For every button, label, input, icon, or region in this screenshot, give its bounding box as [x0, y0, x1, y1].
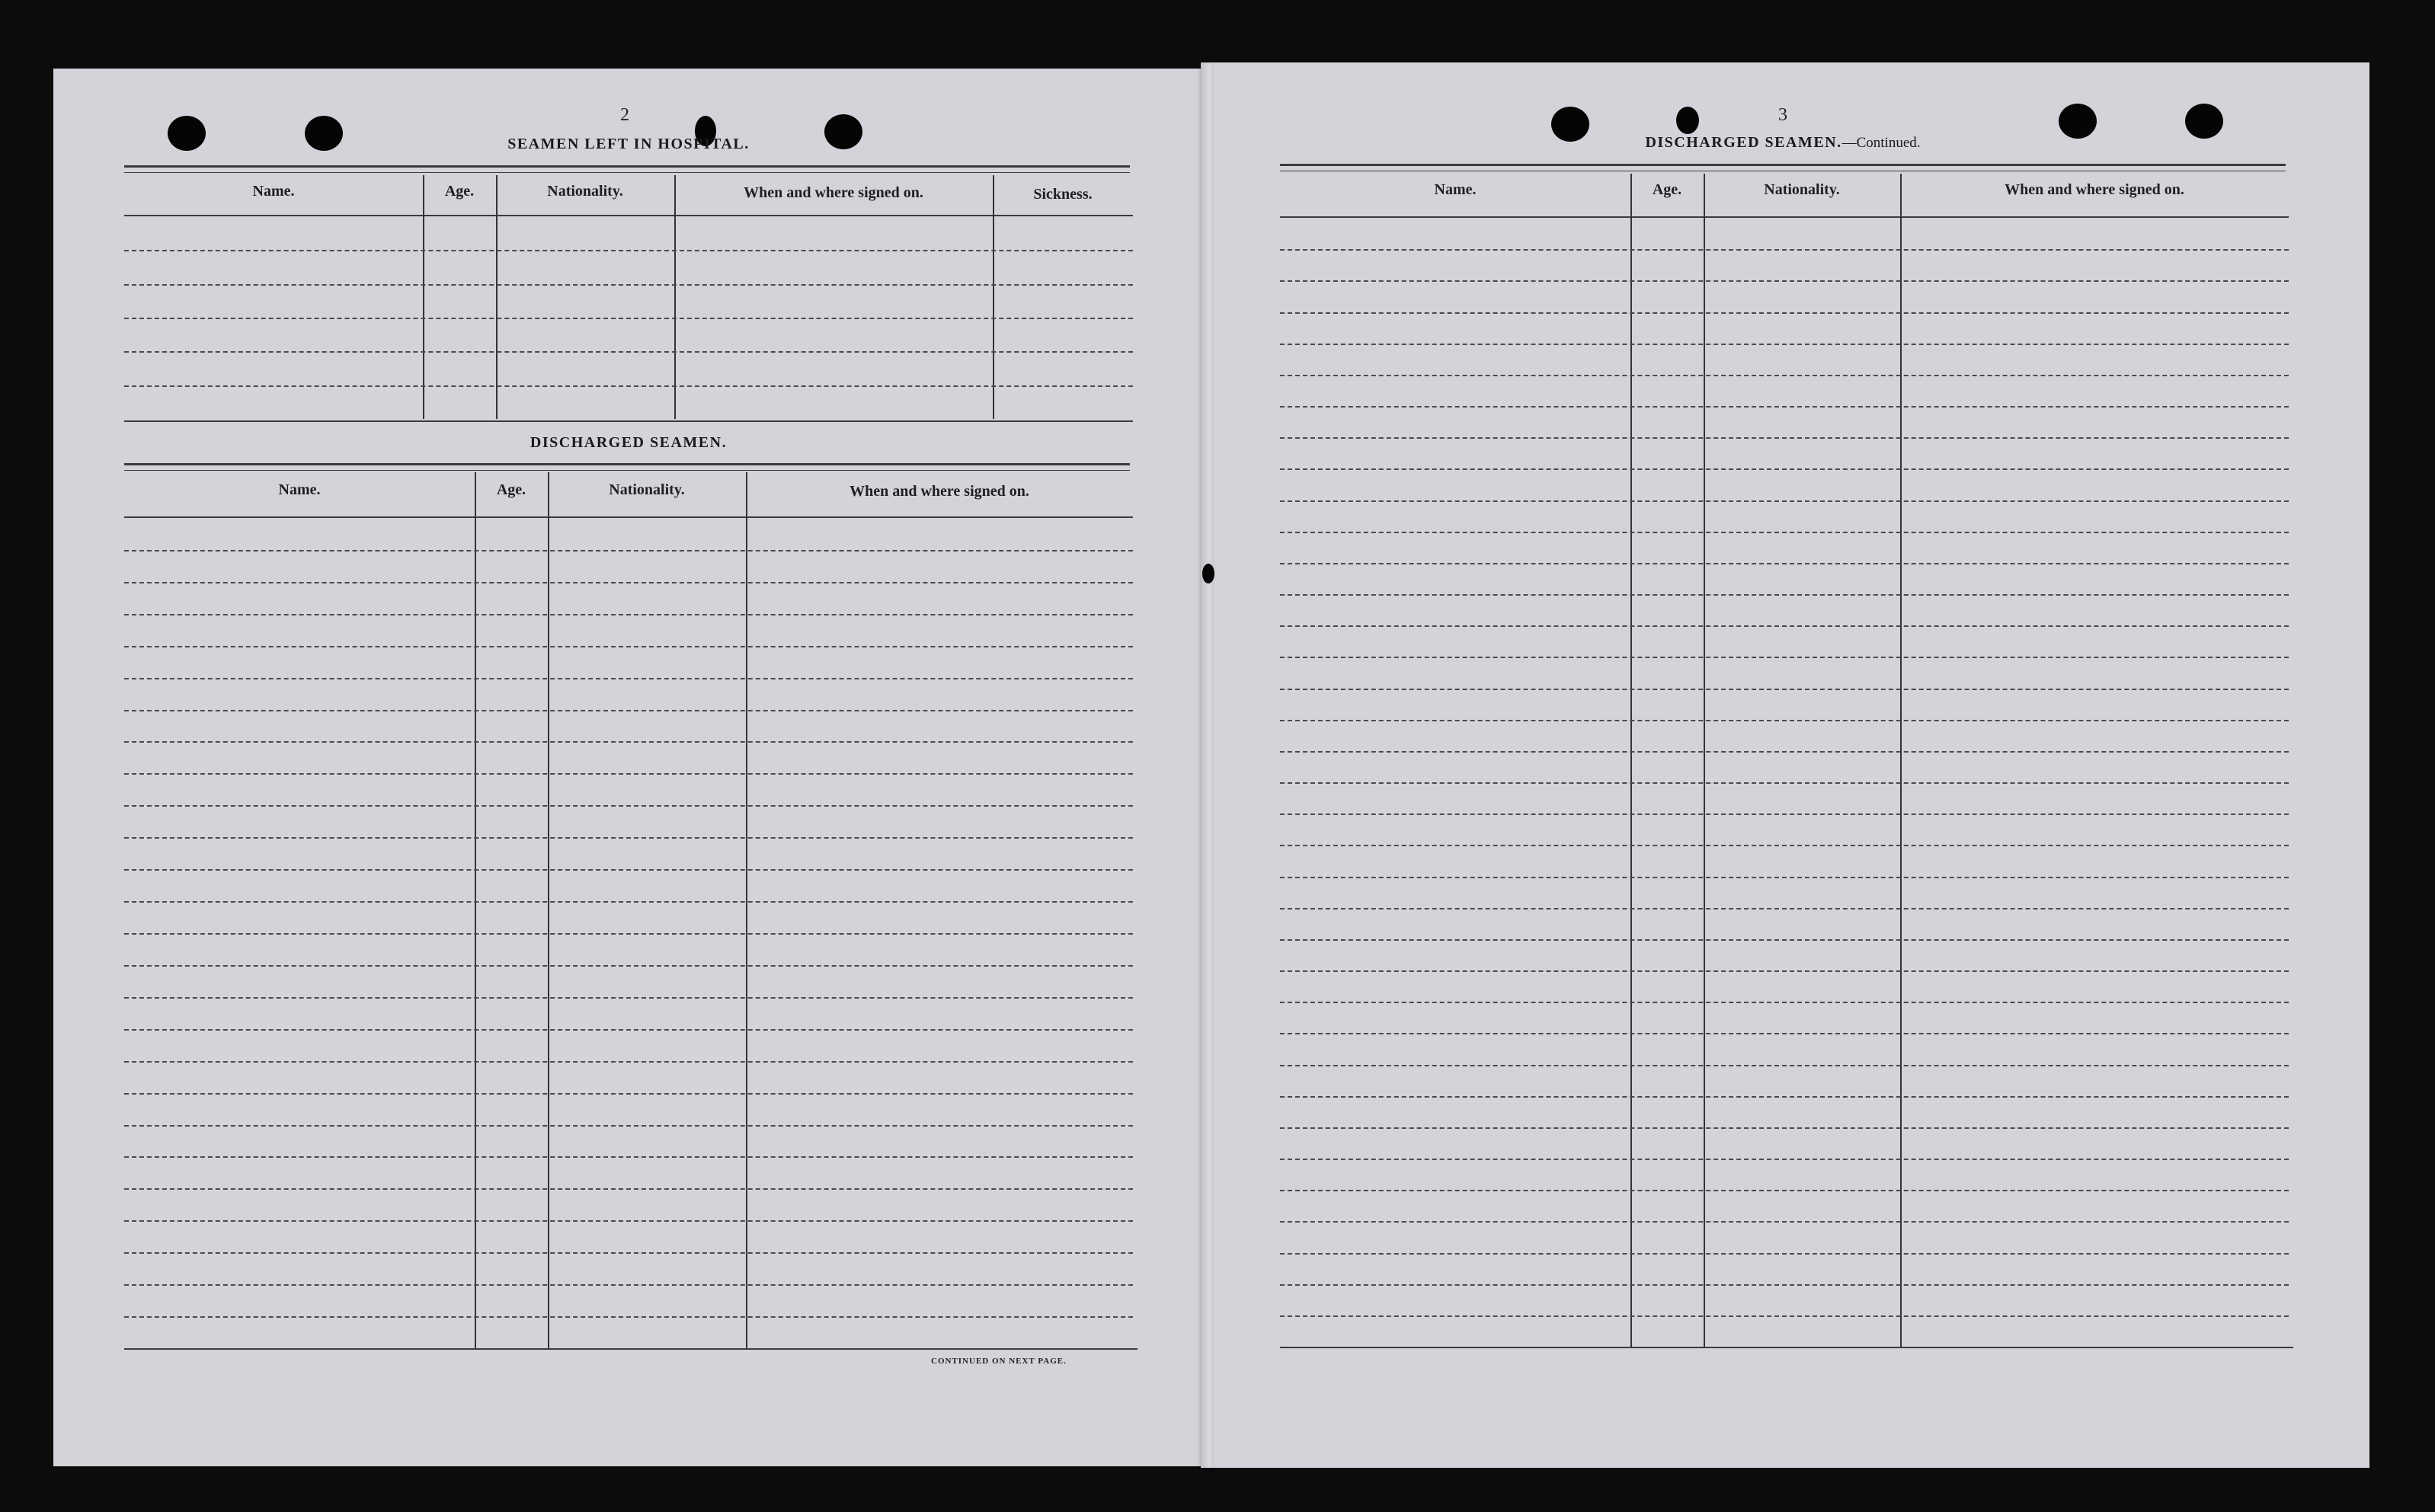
row-line	[1280, 437, 2289, 439]
column-divider	[674, 175, 676, 419]
row-line	[1280, 1284, 2289, 1286]
row-line	[124, 1220, 1133, 1222]
row-line	[1280, 1033, 2289, 1034]
row-line	[124, 385, 1133, 387]
column-header-signed-on: When and where signed on.	[850, 483, 1029, 500]
row-line	[1280, 845, 2289, 846]
column-header-age: Age.	[444, 183, 475, 200]
row-line	[1280, 249, 2289, 251]
row-line	[124, 318, 1133, 319]
column-divider	[993, 175, 994, 419]
discharged-table-right	[1280, 174, 2289, 1347]
row-line	[1280, 908, 2289, 909]
discharged-table-left	[124, 472, 1133, 1348]
row-line	[124, 997, 1133, 999]
row-line	[124, 1284, 1133, 1286]
row-line	[124, 250, 1133, 251]
row-line	[1280, 689, 2289, 690]
row-line	[124, 965, 1133, 967]
title-rule	[124, 165, 1130, 173]
row-line	[124, 805, 1133, 807]
column-header-name: Name.	[252, 183, 295, 200]
punch-hole	[1676, 107, 1699, 134]
row-line	[1280, 1221, 2289, 1223]
row-line	[1280, 1253, 2289, 1255]
column-header-nationality: Nationality.	[547, 183, 623, 200]
row-line	[1280, 720, 2289, 721]
row-line	[124, 869, 1133, 871]
row-line	[124, 1029, 1133, 1031]
row-line	[124, 678, 1133, 679]
continued-note: CONTINUED ON NEXT PAGE.	[931, 1357, 1067, 1366]
row-line	[124, 1316, 1133, 1318]
column-divider	[1704, 174, 1705, 1347]
row-line	[124, 614, 1133, 615]
column-header-nationality: Nationality.	[609, 481, 685, 498]
row-line	[124, 582, 1133, 583]
punch-hole	[824, 114, 862, 149]
row-line	[124, 901, 1133, 903]
row-line	[1280, 939, 2289, 941]
row-line	[124, 1093, 1133, 1095]
title-rule	[1280, 164, 2286, 171]
punch-hole	[2185, 104, 2223, 139]
column-header-sickness: Sickness.	[1033, 186, 1093, 203]
page-number: 2	[620, 105, 629, 125]
header-rule	[1280, 216, 2289, 218]
title-rule	[124, 463, 1130, 471]
bottom-rule	[1280, 1347, 2293, 1348]
header-rule	[124, 215, 1133, 216]
hospital-section-title: SEAMEN LEFT IN HOSPITAL.	[507, 136, 750, 152]
title-suffix: —Continued.	[1841, 135, 1921, 151]
column-header-age: Age.	[496, 481, 526, 498]
row-line	[1280, 970, 2289, 972]
row-line	[1280, 1096, 2289, 1098]
row-line	[1280, 375, 2289, 376]
row-line	[124, 646, 1133, 647]
section-rule	[124, 420, 1133, 422]
row-line	[124, 710, 1133, 711]
row-line	[1280, 1065, 2289, 1066]
title-main: DISCHARGED SEAMEN.	[1645, 134, 1842, 151]
column-divider	[746, 472, 747, 1348]
row-line	[124, 1252, 1133, 1254]
row-line	[124, 773, 1133, 775]
column-divider	[423, 175, 424, 419]
row-line	[124, 1156, 1133, 1158]
column-header-signed-on: When and where signed on.	[744, 184, 923, 201]
column-divider	[548, 472, 549, 1348]
row-line	[1280, 814, 2289, 815]
row-line	[1280, 594, 2289, 596]
bottom-rule	[124, 1348, 1138, 1350]
row-line	[124, 837, 1133, 839]
row-line	[1280, 877, 2289, 878]
row-line	[124, 351, 1133, 353]
page-number: 3	[1778, 105, 1787, 125]
column-divider	[1630, 174, 1632, 1347]
header-rule	[124, 516, 1133, 518]
row-line	[1280, 500, 2289, 502]
row-line	[1280, 751, 2289, 753]
hospital-table	[124, 175, 1133, 419]
punch-hole	[2059, 104, 2097, 139]
row-line	[1280, 563, 2289, 564]
row-line	[1280, 1159, 2289, 1160]
discharged-continued-title	[1585, 134, 1981, 152]
column-header-name: Name.	[278, 481, 321, 498]
row-line	[1280, 1190, 2289, 1191]
column-header-name: Name.	[1434, 181, 1477, 198]
column-divider	[475, 472, 476, 1348]
row-line	[1280, 782, 2289, 784]
row-line	[124, 1061, 1133, 1063]
row-line	[124, 741, 1133, 743]
row-line	[124, 1125, 1133, 1127]
punch-hole	[1202, 564, 1214, 583]
row-line	[124, 284, 1133, 286]
row-line	[1280, 406, 2289, 408]
row-line	[1280, 468, 2289, 470]
page-gutter	[1201, 62, 1214, 1468]
discharged-section-title: DISCHARGED SEAMEN.	[530, 434, 728, 451]
row-line	[1280, 625, 2289, 627]
row-line	[1280, 532, 2289, 533]
punch-hole	[168, 116, 206, 151]
row-line	[124, 550, 1133, 551]
row-line	[1280, 1002, 2289, 1003]
punch-hole	[305, 116, 343, 151]
row-line	[1280, 312, 2289, 314]
row-line	[1280, 1127, 2289, 1129]
row-line	[1280, 344, 2289, 345]
column-header-age: Age.	[1652, 181, 1682, 198]
punch-hole	[1551, 107, 1589, 142]
column-divider	[496, 175, 498, 419]
column-header-nationality: Nationality.	[1764, 181, 1840, 198]
row-line	[124, 933, 1133, 935]
row-line	[1280, 657, 2289, 658]
column-header-signed-on: When and where signed on.	[2005, 181, 2184, 198]
row-line	[124, 1188, 1133, 1190]
row-line	[1280, 1315, 2289, 1317]
column-divider	[1900, 174, 1902, 1347]
row-line	[1280, 280, 2289, 282]
